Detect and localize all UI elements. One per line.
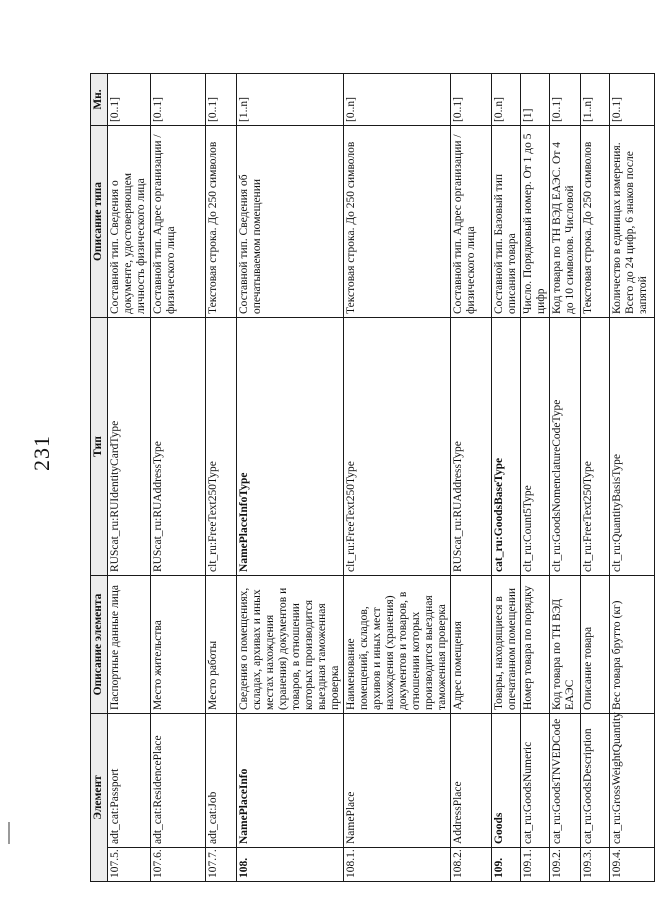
row-number: 109.4. <box>610 848 655 882</box>
type-name: clt_ru:QuantityBasisType <box>610 317 655 575</box>
element-name: NamePlaceInfo <box>237 713 344 847</box>
type-name: clt_ru:FreeText250Type <box>206 317 237 575</box>
header-mult: Мн. <box>91 73 108 125</box>
type-description: Составной тип. Сведения о документе, удостоверяющем личность физического лица <box>108 125 151 317</box>
type-description: Составной тип. Адрес организации / физического лица <box>451 125 492 317</box>
element-description: Вес товара брутто (кг) <box>610 575 655 713</box>
type-name: clt_ru:FreeText250Type <box>344 317 451 575</box>
element-description: Номер товара по порядку <box>521 575 550 713</box>
element-name: cat_ru:GrossWeightQuantity <box>610 713 655 847</box>
table-row <box>521 73 550 881</box>
type-name: RUScat_ru:RUIdentityCardType <box>108 317 151 575</box>
type-name: cat_ru:GoodsBaseType <box>492 317 521 575</box>
row-number: 107.5. <box>108 848 151 882</box>
element-description: Описание товара <box>581 575 610 713</box>
row-number: 108.2. <box>451 848 492 882</box>
type-description: Текстовая строка. До 250 символов <box>344 125 451 317</box>
element-name: cat_ru:GoodsTNVEDCode <box>550 713 581 847</box>
table-row <box>550 73 581 881</box>
table-row <box>206 73 237 881</box>
type-description: Составной тип. Базовый тип описания товара <box>492 125 521 317</box>
header-element-desc: Описание элемента <box>91 575 108 713</box>
type-description: Текстовая строка. До 250 символов <box>206 125 237 317</box>
table-row <box>237 73 344 881</box>
type-name: clt_ru:FreeText250Type <box>581 317 610 575</box>
element-description: Место работы <box>206 575 237 713</box>
type-name: RUScat_ru:RUAddressType <box>451 317 492 575</box>
element-description: Место жительства <box>151 575 206 713</box>
row-number: 109. <box>492 848 521 882</box>
multiplicity: [0..1] <box>610 73 655 125</box>
page-number: 231 <box>29 435 54 471</box>
multiplicity: [0..n] <box>492 73 521 125</box>
element-name: Goods <box>492 713 521 847</box>
table-header-row <box>91 73 108 881</box>
multiplicity: [1..n] <box>581 73 610 125</box>
type-description: Количество в единицах измерения. Всего до 24 цифр, 6 знаков после запятой <box>610 125 655 317</box>
type-description: Составной тип. Адрес организации / физического лица <box>151 125 206 317</box>
multiplicity: [0..1] <box>451 73 492 125</box>
multiplicity: [0..n] <box>344 73 451 125</box>
multiplicity: [1..n] <box>237 73 344 125</box>
element-description: Паспортные данные лица <box>108 575 151 713</box>
element-name: adt_cat:Passport <box>108 713 151 847</box>
type-name: clt_ru:GoodsNomenclatureCodeType <box>550 317 581 575</box>
type-name: NamePlaceInfoType <box>237 317 344 575</box>
table-row <box>344 73 451 881</box>
multiplicity: [0..1] <box>206 73 237 125</box>
element-name: adt_cat:ResidencePlace <box>151 713 206 847</box>
element-name: cat_ru:GoodsDescription <box>581 713 610 847</box>
row-number: 109.1. <box>521 848 550 882</box>
multiplicity: [0..1] <box>108 73 151 125</box>
row-number: 108. <box>237 848 344 882</box>
row-number: 109.2. <box>550 848 581 882</box>
header-element: Элемент <box>91 713 108 881</box>
element-description: Товары, находящиеся в опечатанном помещении <box>492 575 521 713</box>
type-description: Код товара по ТН ВЭД ЕАЭС. От 4 до 10 символов. Числовой <box>550 125 581 317</box>
type-description: Текстовая строка. До 250 символов <box>581 125 610 317</box>
type-name: clt_ru:Count5Type <box>521 317 550 575</box>
data-table <box>90 73 655 882</box>
scan-edge-mark <box>8 822 10 844</box>
table-row <box>610 73 655 881</box>
element-name: NamePlace <box>344 713 451 847</box>
table-row <box>108 73 151 881</box>
table-row <box>151 73 206 881</box>
element-name: AddressPlace <box>451 713 492 847</box>
row-number: 107.7. <box>206 848 237 882</box>
header-type-desc: Описание типа <box>91 125 108 317</box>
element-description: Адрес помещения <box>451 575 492 713</box>
multiplicity: [0..1] <box>151 73 206 125</box>
header-type: Тип <box>91 317 108 575</box>
element-name: adt_cat:Job <box>206 713 237 847</box>
multiplicity: [1] <box>521 73 550 125</box>
type-description: Составной тип. Сведения об опечатываемом помещении <box>237 125 344 317</box>
element-description: Наименование помещений, складов, архивов и иных мест нахождения (хранения) документов и товаров, в отношении которых производится выездная таможенная проверка <box>344 575 451 713</box>
element-description: Сведения о помещениях, складах, архивах и иных местах нахождения (хранения) документов и товаров, в отношении которых производится выездная таможенная проверка <box>237 575 344 713</box>
multiplicity: [0..1] <box>550 73 581 125</box>
type-name: RUScat_ru:RUAddressType <box>151 317 206 575</box>
element-name: cat_ru:GoodsNumeric <box>521 713 550 847</box>
type-description: Число. Порядковый номер. От 1 до 5 цифр <box>521 125 550 317</box>
row-number: 109.3. <box>581 848 610 882</box>
table-row <box>581 73 610 881</box>
table-row <box>492 73 521 881</box>
row-number: 107.6. <box>151 848 206 882</box>
rotated-page <box>90 74 649 882</box>
row-number: 108.1. <box>344 848 451 882</box>
element-description: Код товара по ТН ВЭД ЕАЭС <box>550 575 581 713</box>
table-row <box>451 73 492 881</box>
